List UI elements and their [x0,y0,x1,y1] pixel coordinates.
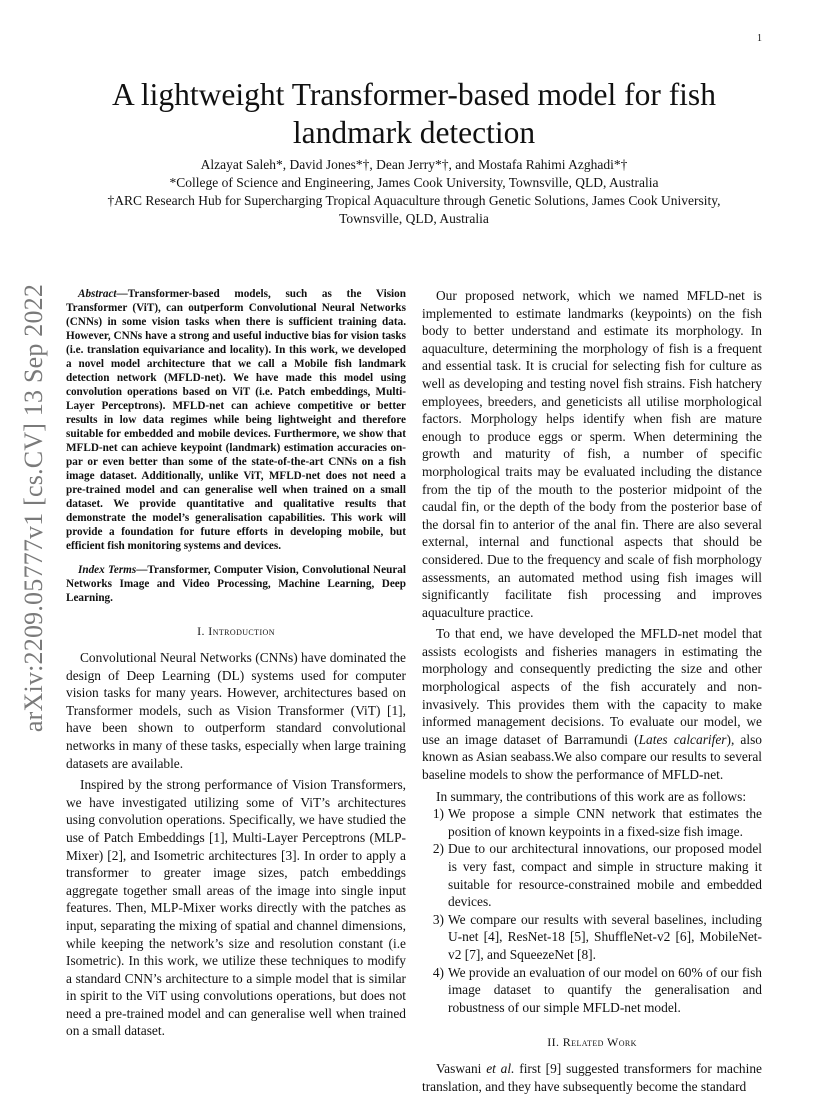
left-column [66,287,406,1040]
related-work-paragraph [422,1060,762,1095]
list-item [422,840,762,910]
list-item [422,964,762,1017]
affiliation-2b: Townsville, QLD, Australia [339,211,489,226]
body-paragraph-summary: In summary, the contributions of this work are as follows: [436,788,747,804]
list-item-text: We compare our results with several baselines, including U-net [4], ResNet-18 [5], ShuffleNet-v2 [6], MobileNet-v2 [7], and SqueezeNet [8]. [448,911,762,962]
index-terms-label: Index Terms [78,564,137,576]
related-text: first [9] suggested transformers for machine translation, and they have subsequently become the standard [422,1061,762,1094]
arxiv-stamp [19,283,48,733]
paragraph-text-b: ), also known as Asian seabass.We also compare our results to several baseline models to show the performance of MFLD-net. [422,731,762,783]
index-terms-text: —Transformer, Computer Vision, Convolutional Neural Networks Image and Video Processing, Machine Learning, Deep Learning. [66,564,406,604]
related-etal: et al. [486,1061,515,1077]
intro-paragraph-2: Inspired by the strong performance of Vision Transformers, we have investigated utilizing some of ViT’s architectures using convolution operations. Specifically, we have studied the use of Patch Embeddings [1], Multi-Layer Perceptrons (MLP-Mixer) [2], and Isometric architectures [3]. In order to apply a transformer to greater image sizes, patch embeddings aggregate together small areas of the image into single input features. Then, MLP-Mixer works directly with the patches as input, separating the mixing of spatial and channel dimensions, while keeping the network’s size and resolution constant (i.e Isometric). In this work, we utilize these techniques to modify a standard CNN’s architecture to a simple model that is similar in spirit to the ViT using convolutions operations, but does not need a pre-trained model and can generalise well when trained on a small dataset. [66,777,406,1039]
species-name: Lates calcarifer [638,731,727,747]
author-block [70,156,758,228]
author-list: Alzayat Saleh*, David Jones*†, Dean Jerry*†, and Mostafa Rahimi Azghadi*† [200,157,628,172]
page-number: 1 [757,33,762,44]
index-terms [66,563,406,605]
list-item-number: 1) [432,806,444,822]
abstract-label: Abstract [78,288,117,300]
list-item [422,805,762,840]
paper-title-line2: landmark detection [292,115,536,150]
body-paragraph-contributions-intro [422,625,762,783]
affiliation-1: *College of Science and Engineering, James Cook University, Townsville, QLD, Australia [169,175,659,190]
intro-paragraph-1: Convolutional Neural Networks (CNNs) have dominated the design of Deep Learning (DL) systems used for computer vision tasks for many years. However, architectures based on Transformer models, such as Vision Transformer (ViT) [1], have been shown to outperform standard convolutional networks in many of these tasks, especially when large training datasets are available. [66,650,406,771]
related-author: Vaswani [436,1061,487,1077]
list-item-text: We provide an evaluation of our model on 60% of our fish image dataset to quantify the generalisation and robustness of our simple MFLD-net model. [448,964,762,1015]
affiliation-2a: †ARC Research Hub for Supercharging Tropical Aquaculture through Genetic Solutions, James Cook University, [107,193,721,208]
section-heading-introduction: I. Introduction [197,624,275,638]
list-item-number: 2) [432,841,444,857]
list-item-text: Due to our architectural innovations, our proposed model is very fast, compact and simple in structure making it suitable for resource-constrained mobile and embedded devices. [448,841,762,910]
list-item-number: 4) [432,964,444,980]
list-item-number: 3) [432,911,444,927]
abstract-text: —Transformer-based models, such as the Vision Transformer (ViT), can outperform Convolutional Neural Networks (CNNs) in some vision tasks when there is sufficient training data. However, CNNs have a strong and useful inductive bias for vision tasks (i.e. translation equivariance and locality). In this work, we developed a novel model architecture that we call a Mobile fish landmark detection network (MFLD-net). We have made this model using convolution operations based on ViT (i.e. Patch embeddings, Multi-Layer Perceptrons). MFLD-net can achieve competitive or better results in low data regimes while being lightweight and therefore suitable for embedded and mobile devices. Furthermore, we show that MFLD-net can achieve keypoint (landmark) estimation accuracies on-par or even better than some of the state-of-the-art CNNs on a fish image dataset. Additionally, unlike ViT, MFLD-net does not need a pre-trained model and can generalise well when trained on a small dataset. We provide quantitative and qualitative results that demonstrate the model’s generalisation capabilities. This work will provide a foundation for future efforts in developing mobile, but efficient fish monitoring systems and devices. [66,288,406,552]
paper-title [70,76,758,152]
body-paragraph-mfld-net: Our proposed network, which we named MFLD-net is implemented to estimate landmarks (keypoints) on the fish body to better understand and estimate its morphology. In aquaculture, determining the morphology of fish is a frequent and essential task. It is crucial for selecting fish for culture as well as developing and testing novel fish strains. Fish hatchery employees, breeders, and geneticists all utilise morphological factors. Morphology helps identify when fish are mature enough to produce eggs or sperm. When determining the growth and maturity of fish, a number of specific morphological traits may be evaluated including the distance from the tip of the mouth to the posterior midpoint of the caudal fin, or the depth of the body from the posterior base of the dorsal fin to anterior of the anal fin. There are also several external, internal and functional aspects that should be considered. Due to the frequency and scale of fish morphology assessments, an automated method using fish images will significantly facilitate fish processing and improves aquaculture practice. [422,288,762,620]
list-item [422,911,762,964]
right-column [422,287,762,1096]
contribution-list [422,805,762,1016]
paper-title-line1: A lightweight Transformer-based model for fish [112,77,716,112]
paragraph-text-a: To that end, we have developed the MFLD-net model that assists ecologists and fisheries managers in estimating the morphology and consequently predicting the size and other morphological aspects of the fish accurately and non-invasively. This provides them with the capacity to make informed management decisions. To evaluate our model, we use an image dataset of Barramundi ( [422,626,762,747]
abstract [66,287,406,553]
arxiv-stamp-text: arXiv:2209.05777v1 [cs.CV] 13 Sep 2022 [19,283,48,733]
list-item-text: We propose a simple CNN network that estimates the position of known keypoints in a fixed-size fish image. [448,806,762,839]
section-heading-related-work: II. Related Work [547,1035,637,1050]
